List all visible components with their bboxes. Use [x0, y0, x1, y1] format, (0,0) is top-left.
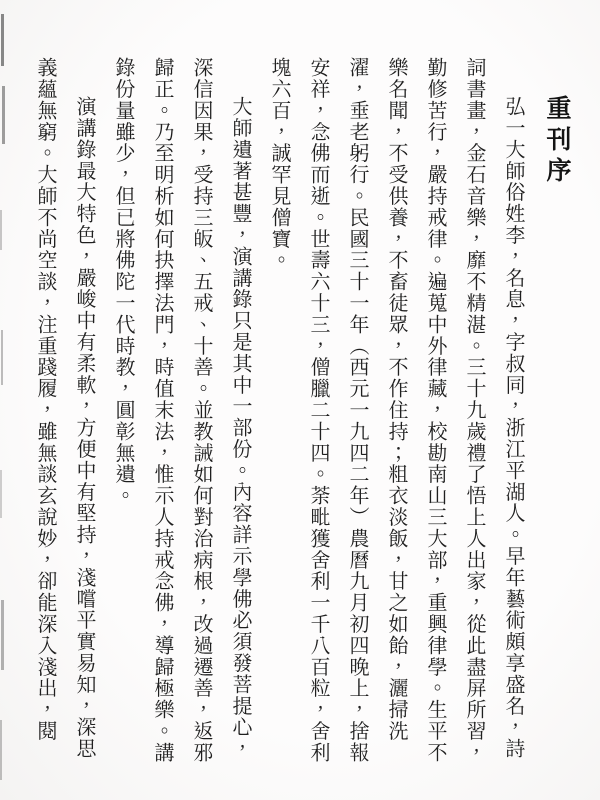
scan-artifact [0, 210, 2, 250]
paragraph-biography: 弘一大師俗姓李，名息，字叔同，浙江平湖人。早年藝術頗享盛名，詩詞書畫，金石音樂，靡不精湛。三十九歲禮了悟上人出家，從此盡屏所習，勤修苦行，嚴持戒律。遍蒐中外律藏，校勘南山三大部，重興律學。生平不樂名聞，不受供養，不畜徒眾，不作住持；粗衣淡飯，甘之如飴，灑掃洗濯，垂老躬行。民國三十一年（西元一九四二年）農曆九月初四晚上，捨報安祥，念佛而逝。世壽六十三，僧臘二十四。荼毗獲舍利一千八百粒，舍利塊六百，誠罕見僧寶。 [268, 57, 524, 764]
scan-artifact [0, 470, 2, 518]
preface-text-flow [25, 57, 580, 765]
scan-artifact [1, 330, 3, 385]
scan-artifact [2, 86, 5, 144]
scan-artifact [1, 600, 4, 670]
scan-artifact [0, 720, 2, 780]
paragraph-lecture-content: 大師遺著甚豐，演講錄只是其中一部份。內容詳示學佛必須發菩提心，深信因果，受持三皈、五戒、十善。並教誡如何對治病根，改過遷善，返邪歸正。乃至明析如何抉擇法門，時值末法，惟示人持戒念佛，導歸極樂。講錄份量雖少，但已將佛陀一代時教，圓彰無遺。 [112, 57, 251, 764]
scan-artifact [1, 14, 4, 66]
page-title: 重刊序 [543, 95, 570, 188]
paragraph-lecture-style: 演講錄最大特色，嚴峻中有柔軟，方便中有堅持，淺嚐平實易知，深思義蘊無窮。大師不尚空談，注重踐履，雖無談玄說妙，卻能深入淺出，閱 [34, 57, 95, 760]
